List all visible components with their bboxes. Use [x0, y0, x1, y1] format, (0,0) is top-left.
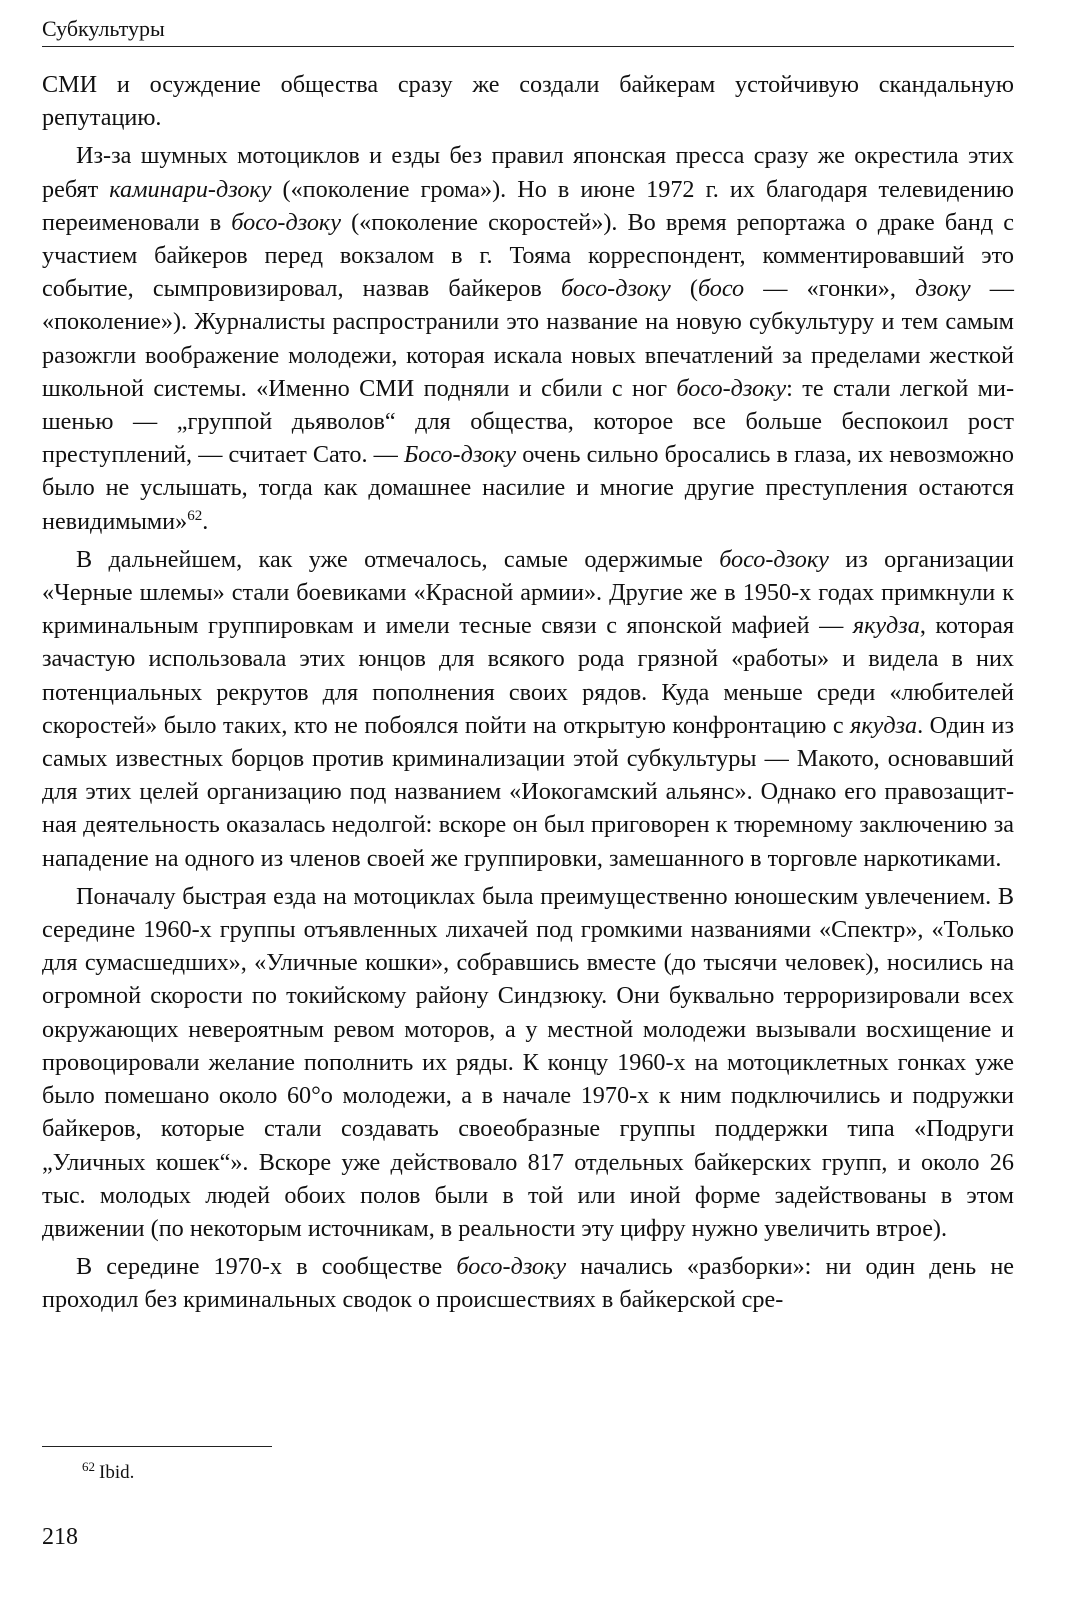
text-run: . Один из самых известных борцов против криминализации этой субкультуры — Макото, основавший для этих целей организацию под названием «Иокогамский альянс». Однако его правозащитная деятельность оказалась недолгой: вскоре он был приговорен к тюремному заключению за нападение на одного из членов своей же группировки, замешанного в торговле наркотиками.	[42, 711, 1015, 872]
text-run: В дальнейшем, как уже отмечалось, самые одержимые	[76, 545, 720, 573]
footnote-mark: 62	[82, 1459, 95, 1474]
text-run: (	[670, 275, 698, 303]
italic-term: дзоку	[915, 275, 971, 303]
italic-term: каминари-дзоку	[109, 175, 272, 203]
paragraph	[42, 543, 1014, 875]
paragraph	[42, 139, 1014, 537]
text-run: СМИ и осуждение общества сразу же создали байкерам устойчивую скандальную репутацию.	[42, 71, 1014, 132]
footnote-rule	[42, 1446, 272, 1447]
footnote	[82, 1454, 134, 1486]
text-run: очень сильно бросались в глаза, их невозможно было не услышать, тогда как домашнее насилие и многие другие преступления остаются невидимыми»	[42, 441, 1014, 535]
italic-term: босо-дзоку	[676, 374, 787, 402]
paragraph	[42, 880, 1014, 1245]
text-run: начались «разборки»: ни один день не проходил без криминальных сводок о происшествиях в байкерской сре-	[42, 1253, 1015, 1314]
italic-term: босо-дзоку	[456, 1253, 567, 1281]
text-run: Из-за шумных мотоциклов и езды без правил японская пресса сразу же окрестила этих ребят	[42, 142, 1014, 203]
text-run: — «поколение»). Журналисты распространили это название на новую субкультуру и тем самым разожгли воображение молодежи, которая искала новых впечатлений за пределами жесткой школьной системы. «Именно СМИ подняли и сбили с ног	[42, 275, 1014, 402]
text-run: В середине 1970-х в сообществе	[76, 1253, 457, 1281]
italic-term: якудза	[852, 612, 920, 640]
paragraph	[42, 68, 1014, 134]
paragraph	[42, 1250, 1014, 1316]
header-rule	[42, 46, 1014, 47]
text-run: из организации «Черные шлемы» стали боевиками «Красной армии». Другие же в 1950-х годах примкнули к криминальным группировкам и имели тесные связи с японской мафией —	[42, 545, 1014, 640]
footnote-text: Ibid.	[99, 1462, 135, 1483]
running-head: Субкультуры	[42, 16, 165, 41]
italic-term: босо-дзоку	[231, 208, 341, 236]
italic-term: босо	[697, 275, 745, 303]
body-text	[42, 68, 1014, 1317]
text-run: , которая зачастую использовала этих юнцов для всякого рода грязной «работы» и видела в них потенциальных рекрутов для пополнения своих рядов. Куда меньше среди «любителей скоростей» было таких, кто не побоялся пойти на открытую конфронтацию с	[42, 612, 1014, 739]
italic-term: босо-дзоку	[719, 545, 829, 573]
text-run: — «гонки»,	[744, 275, 916, 303]
italic-term: Босо-дзоку	[403, 441, 517, 469]
italic-term: якудза	[850, 711, 918, 739]
text-run: («поколение грома»). Но в июне 1972 г. их благодаря телевидению переименовали в	[42, 175, 1014, 236]
text-run: .	[202, 507, 209, 535]
text-run: Поначалу быстрая езда на мотоциклах была преимущественно юношеским увлечением. В середине 1960-х группы отъявленных лихачей под громкими названиями «Спектр», «Только для сумасшедших», «Уличные кошки», собравшись вместе (до тысячи человек), носились на огромной скорости по токийскому району Синдзюку. Они буквально терроризировали всех окружающих невероятным ревом моторов, а у местной молодежи вызывали восхищение и провоцировали желание пополнить их ряды. К концу 1960-х на мотоциклетных гонках уже было помешано около 60°о молодежи, а в начале 1970-х к ним подключились и подружки байкеров, которые стали создавать своеобразные группы поддержки типа «Подруги „Уличных кошек“». Вскоре уже действовало 817 отдельных байкерских групп, и около 26 тыс. молодых людей обоих полов были в той или иной форме задействованы в этом движении (по некоторым источникам, в реальности эту цифру нужно увеличить втрое).	[42, 882, 1014, 1242]
footnote-reference: 62	[187, 507, 203, 524]
italic-term: босо-дзоку	[561, 275, 671, 303]
page-number: 218	[42, 1524, 78, 1550]
text-run: : те стали легкой мишенью — „группой дьяволов“ для общества, которое все больше беспокоил рост преступлений, — считает Сато. —	[42, 374, 1014, 469]
text-run: («поколение скоростей»). Во время репортажа о драке банд с участием байкеров перед вокзалом в г. Тояма корреспондент, комментировавший это событие, сымпровизировал, назвав байкеров	[42, 208, 1014, 303]
